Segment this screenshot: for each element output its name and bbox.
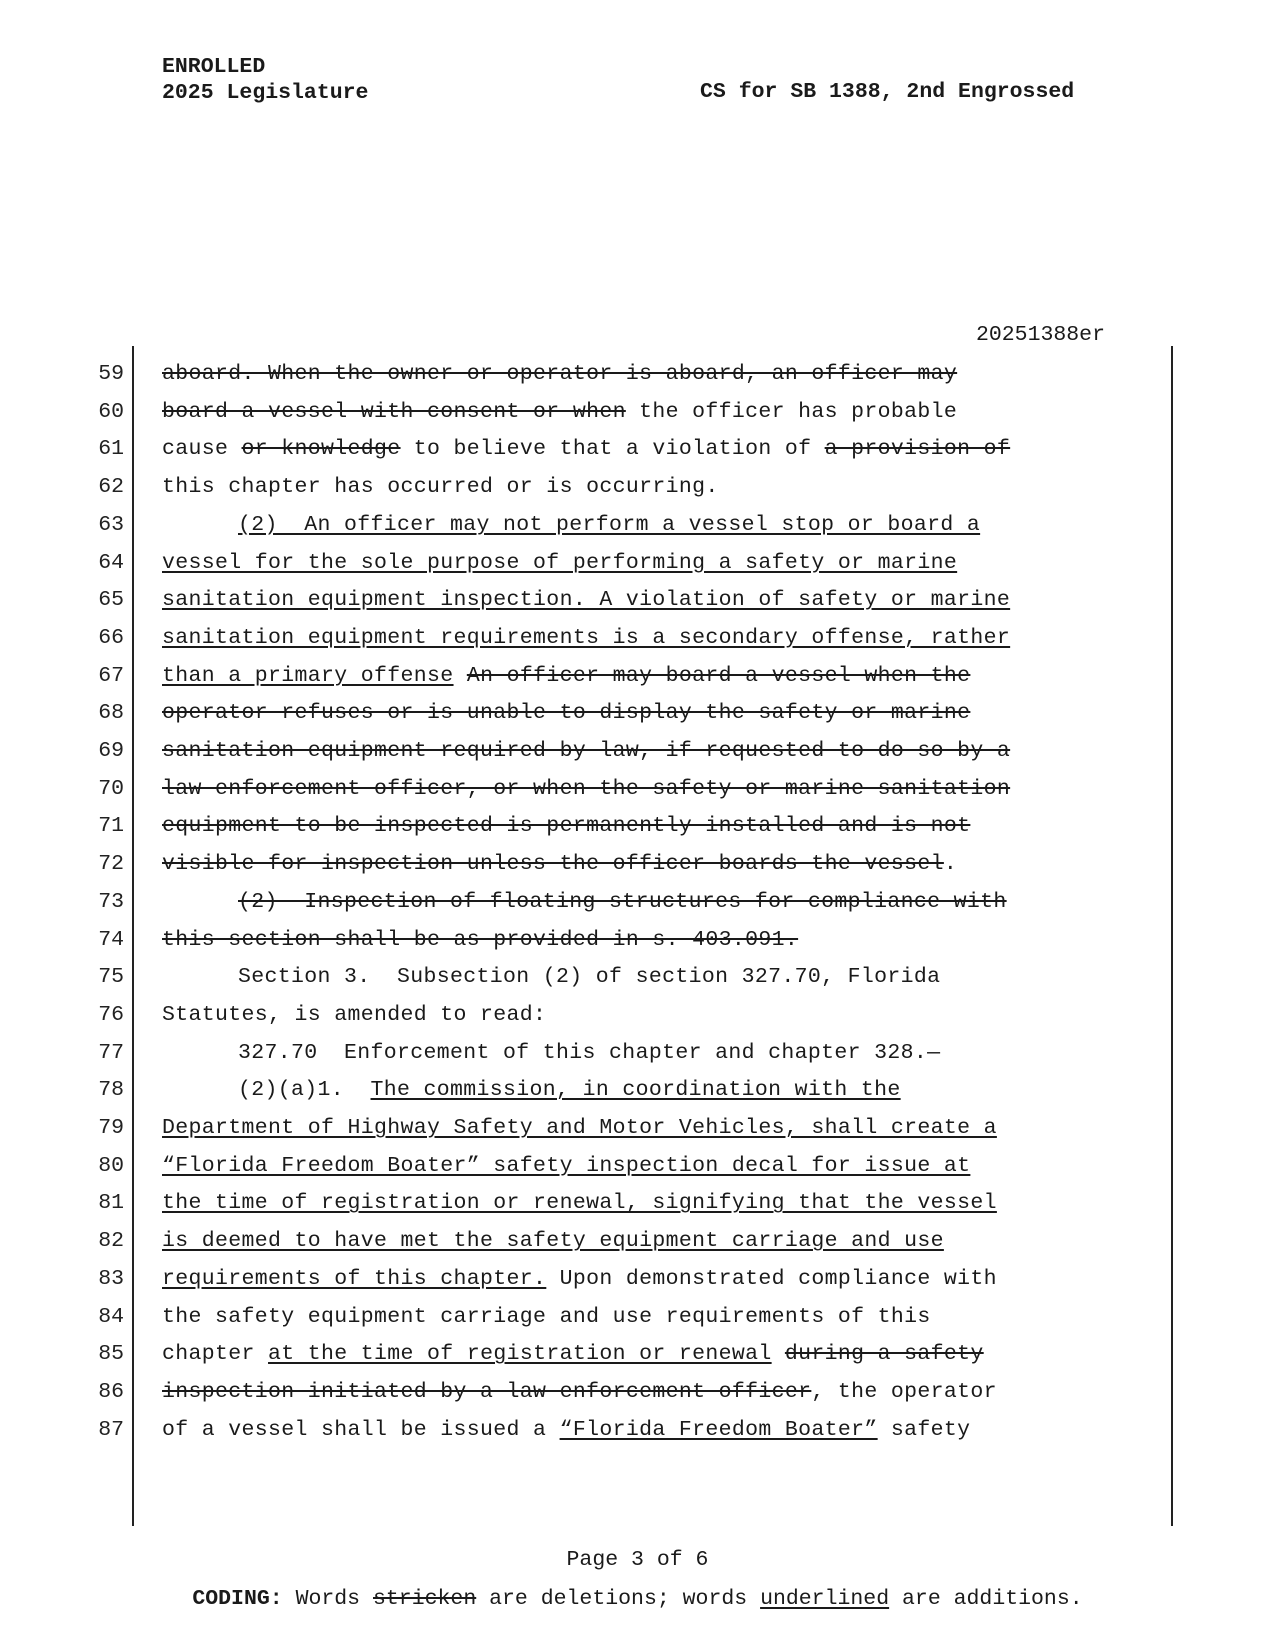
bill-line — [0, 770, 1275, 809]
coding-underlined-example: underlined — [760, 1587, 890, 1611]
text-segment: safety — [877, 1417, 971, 1442]
line-number: 83 — [98, 1266, 124, 1291]
bill-line — [0, 581, 1275, 620]
line-number: 77 — [98, 1040, 124, 1065]
text-segment — [772, 1342, 785, 1366]
line-number: 79 — [98, 1116, 124, 1140]
deleted-text: inspection initiated by a law enforcement officer — [162, 1379, 812, 1404]
coding-stricken-example: stricken — [373, 1587, 477, 1611]
line-number: 70 — [98, 776, 124, 801]
bill-line — [0, 544, 1275, 583]
bill-line — [0, 657, 1275, 696]
line-text — [238, 506, 980, 545]
bill-line — [0, 468, 1275, 507]
text-segment: (2)(a)1. — [238, 1078, 371, 1103]
line-text — [238, 958, 940, 997]
line-number: 81 — [98, 1191, 124, 1216]
coding-text: Words — [282, 1587, 373, 1611]
line-number: 63 — [98, 512, 124, 537]
text-segment: the safety equipment carriage and use requirements of this — [162, 1304, 931, 1329]
document-status: ENROLLED — [162, 55, 266, 79]
line-number: 76 — [98, 1002, 124, 1027]
line-number: 60 — [98, 399, 124, 424]
line-text — [238, 883, 1007, 922]
line-number: 68 — [98, 701, 124, 726]
bill-line — [0, 996, 1275, 1035]
coding-text: are deletions; words — [476, 1587, 761, 1611]
added-text: than a primary offense — [162, 663, 454, 688]
line-number: 71 — [98, 814, 124, 839]
line-number: 61 — [98, 437, 124, 462]
bill-line — [0, 430, 1275, 469]
line-number: 84 — [98, 1304, 124, 1329]
bill-line — [0, 619, 1275, 658]
line-text — [162, 393, 957, 432]
deleted-text: law enforcement officer, or when the safety or marine sanitation — [162, 776, 1011, 801]
bill-line — [0, 1411, 1275, 1450]
line-text — [162, 807, 970, 846]
added-text: Department of Highway Safety and Motor Vehicles, shall create a — [162, 1116, 997, 1140]
text-segment: to believe that a violation of — [400, 437, 825, 462]
line-number: 62 — [98, 475, 124, 500]
line-number: 78 — [98, 1078, 124, 1103]
bill-line — [0, 1373, 1275, 1412]
document-id: 20251388er — [975, 323, 1105, 347]
text-segment: Upon demonstrated compliance with — [546, 1266, 997, 1291]
line-text — [162, 1260, 997, 1299]
line-text — [162, 657, 970, 696]
deleted-text: during a safety — [784, 1342, 984, 1367]
line-text — [162, 694, 970, 733]
text-segment: the officer has probable — [625, 399, 958, 424]
deleted-text: visible for inspection unless the officer boards the vessel — [162, 852, 944, 877]
line-text — [162, 1335, 984, 1374]
bill-line — [0, 1222, 1275, 1261]
coding-text: are additions. — [889, 1587, 1083, 1611]
added-text: sanitation equipment requirements is a secondary offense, rather — [162, 625, 1011, 650]
line-number: 67 — [98, 663, 124, 688]
bill-line — [0, 1298, 1275, 1337]
line-text — [238, 1034, 940, 1073]
text-segment: chapter — [162, 1342, 269, 1367]
deleted-text: board a vessel with consent or when — [162, 399, 626, 424]
line-text — [162, 1109, 997, 1148]
bill-line — [0, 883, 1275, 922]
bill-line — [0, 732, 1275, 771]
added-text: requirements of this chapter. — [162, 1266, 547, 1291]
line-text — [162, 1184, 997, 1223]
deleted-text: sanitation equipment required by law, if requested to do so by a — [162, 739, 1011, 763]
text-segment: , the operator — [811, 1379, 997, 1404]
line-number: 65 — [98, 588, 124, 613]
coding-label: CODING: — [192, 1587, 283, 1611]
line-text — [162, 770, 1010, 809]
text-segment: cause — [162, 437, 242, 462]
text-segment: 327.70 Enforcement of this chapter and chapter 328.— — [238, 1040, 941, 1065]
added-text: is deemed to have met the safety equipment carriage and use — [162, 1229, 944, 1254]
added-text: at the time of registration or renewal — [268, 1342, 772, 1367]
line-number: 74 — [98, 927, 124, 952]
line-text — [162, 845, 957, 884]
bill-line — [0, 393, 1275, 432]
line-text — [162, 996, 546, 1035]
added-text: (2) An officer may not perform a vessel stop or board a — [238, 512, 981, 537]
coding-legend — [0, 1586, 1275, 1612]
line-number: 64 — [98, 550, 124, 575]
deleted-text: operator refuses or is unable to display the safety or marine — [162, 701, 971, 726]
deleted-text: equipment to be inspected is permanently installed and is not — [162, 814, 971, 839]
deleted-text: a provision of — [824, 437, 1011, 462]
text-segment: . — [943, 852, 958, 877]
line-text — [162, 921, 798, 960]
bill-line — [0, 355, 1275, 394]
bill-line — [0, 1071, 1275, 1110]
bill-identifier: CS for SB 1388, 2nd Engrossed — [700, 80, 1075, 104]
added-text: vessel for the sole purpose of performing a safety or marine — [162, 550, 958, 575]
line-number: 59 — [98, 362, 124, 386]
bill-line — [0, 1034, 1275, 1073]
line-number: 73 — [98, 889, 124, 914]
line-text — [162, 1222, 944, 1261]
deleted-text: (2) Inspection of floating structures for compliance with — [238, 889, 1007, 914]
line-number: 69 — [98, 739, 124, 763]
added-text: “Florida Freedom Boater” — [559, 1417, 878, 1442]
line-text — [162, 468, 719, 507]
deleted-text: or knowledge — [241, 437, 401, 462]
added-text: The commission, in coordination with the — [370, 1078, 901, 1103]
line-number: 80 — [98, 1153, 124, 1178]
line-text — [162, 544, 957, 583]
line-text — [162, 1147, 970, 1186]
line-number: 85 — [98, 1342, 124, 1367]
added-text: the time of registration or renewal, signifying that the vessel — [162, 1191, 997, 1216]
bill-line — [0, 921, 1275, 960]
line-text — [162, 355, 957, 394]
line-text — [162, 1411, 970, 1450]
bill-line — [0, 1335, 1275, 1374]
text-segment: this chapter has occurred or is occurring. — [162, 475, 719, 500]
text-segment: Statutes, is amended to read: — [162, 1002, 547, 1027]
line-text — [162, 430, 1010, 469]
bill-line — [0, 1109, 1275, 1148]
text-segment — [454, 664, 467, 688]
bill-line — [0, 1260, 1275, 1299]
page-number: Page 3 of 6 — [566, 1548, 709, 1572]
line-number: 66 — [98, 625, 124, 650]
legislative-session: 2025 Legislature — [162, 81, 369, 105]
line-text — [162, 732, 1010, 771]
line-text — [162, 1298, 931, 1337]
bill-line — [0, 845, 1275, 884]
line-text — [162, 581, 1010, 620]
line-number: 75 — [98, 965, 124, 990]
line-number: 72 — [98, 852, 124, 877]
line-text — [238, 1071, 901, 1110]
bill-line — [0, 1184, 1275, 1223]
line-number: 87 — [98, 1417, 124, 1442]
bill-line — [0, 694, 1275, 733]
line-number: 82 — [98, 1229, 124, 1254]
bill-line — [0, 506, 1275, 545]
line-text — [162, 1373, 997, 1412]
line-text — [162, 619, 1010, 658]
bill-line — [0, 807, 1275, 846]
bill-line — [0, 1147, 1275, 1186]
deleted-text: aboard. When the owner or operator is aboard, an officer may — [162, 362, 958, 386]
line-number: 86 — [98, 1379, 124, 1404]
deleted-text: An officer may board a vessel when the — [466, 663, 971, 688]
deleted-text: this section shall be as provided in s. 403.091. — [162, 927, 799, 952]
text-segment: of a vessel shall be issued a — [162, 1417, 560, 1442]
added-text: sanitation equipment inspection. A violation of safety or marine — [162, 588, 1011, 613]
added-text: “Florida Freedom Boater” safety inspection decal for issue at — [162, 1153, 971, 1178]
bill-line — [0, 958, 1275, 997]
text-segment: Section 3. Subsection (2) of section 327.70, Florida — [238, 965, 941, 990]
